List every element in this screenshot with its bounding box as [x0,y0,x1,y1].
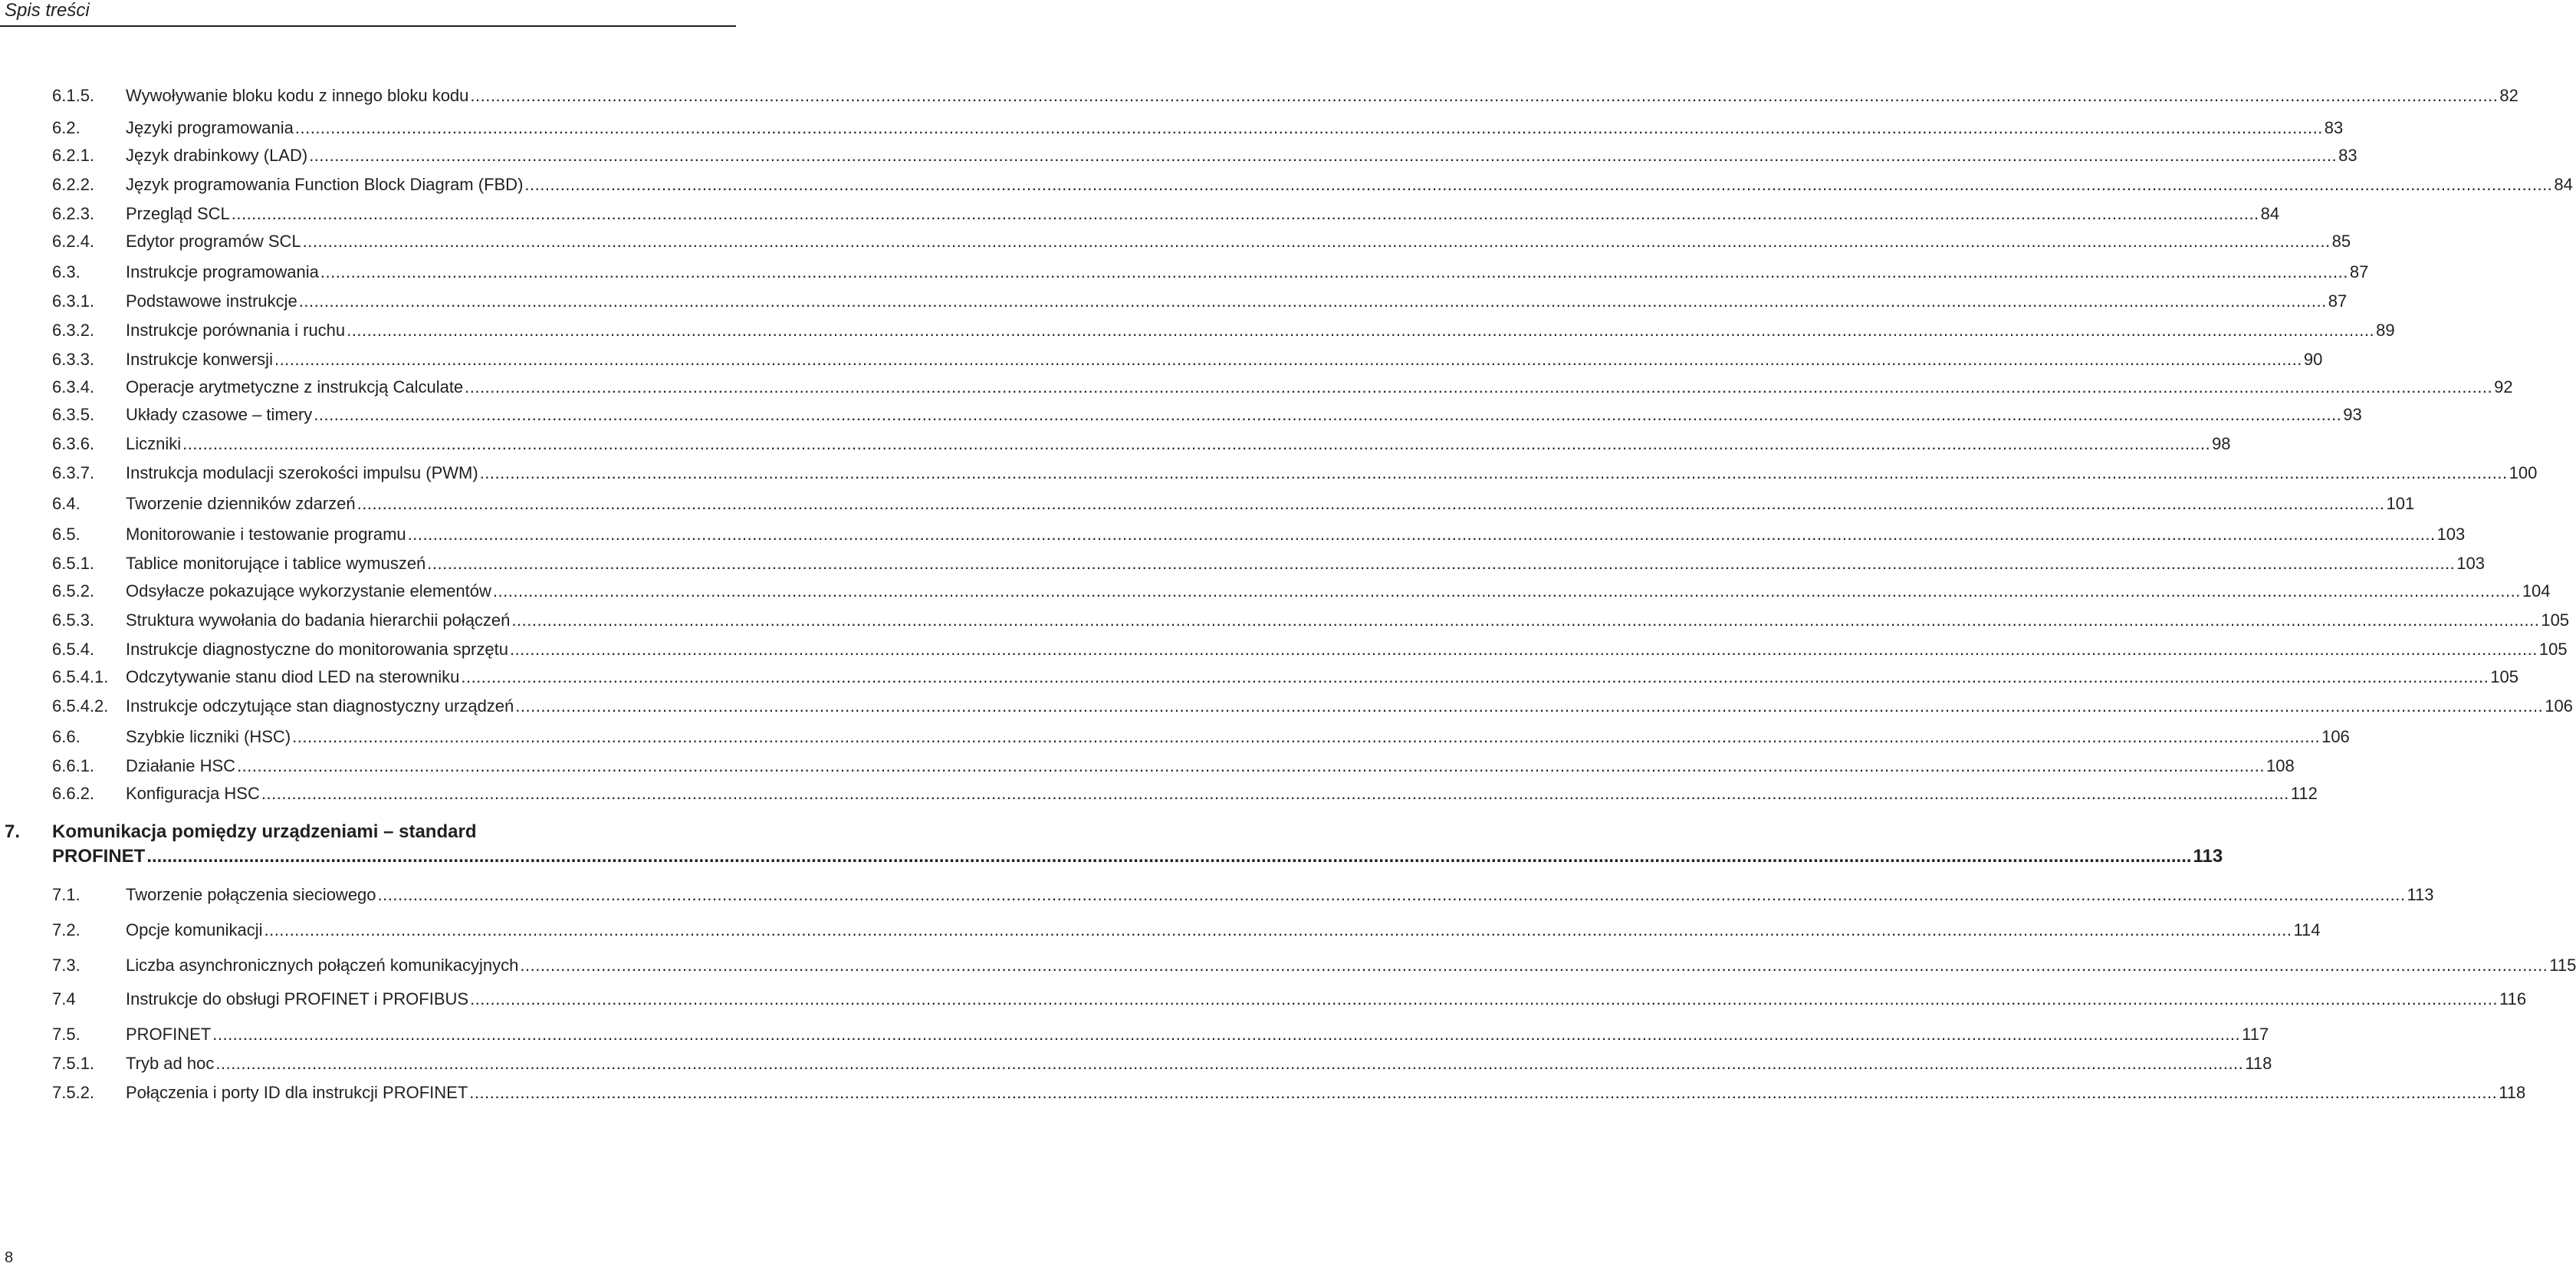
toc-entry-title: Struktura wywołania do badania hierarchii połączeń [126,610,511,630]
toc-entry-line [126,781,2318,807]
toc-entry-number: 6.6. [52,727,80,746]
toc-entry-title: Instrukcje odczytujące stan diagnostyczny urządzeń [126,696,514,716]
toc-entry-leader: ................................................................................................................................................................................................................................................................................................................................................................................................................ [261,784,2289,803]
page-number: 8 [5,1249,14,1266]
toc-entry-line [126,986,2527,1012]
toc-entry-title: Edytor programów SCL [126,232,301,251]
toc-entry-title: Odsyłacze pokazujące wykorzystanie elementów [126,581,491,600]
toc-entry [0,607,2570,633]
toc-entry [0,578,2551,604]
toc-entry-line [126,491,2415,517]
toc-entry-page: 90 [2303,350,2323,369]
toc-entry-number: 6.5.2. [52,581,95,600]
toc-entry-page: 117 [2242,1025,2269,1044]
toc-entry-leader: ................................................................................................................................................................................................................................................................................................................................................................................................................ [264,920,2292,939]
toc-entry-title: Instrukcje konwersji [126,350,273,369]
toc-entry-line [126,402,2362,428]
toc-entry-page: 104 [2522,581,2551,600]
toc-entry-number: 6.2.2. [52,175,95,194]
toc-entry-line [126,172,2573,198]
toc-entry [0,753,2295,779]
toc-entry-page: 108 [2266,756,2295,775]
toc-entry-leader: ................................................................................................................................................................................................................................................................................................................................................................................................................ [356,494,2385,513]
toc-entry-number: 6.3.5. [52,405,95,424]
toc-entry [0,347,2323,373]
toc-entry [0,1022,2269,1048]
toc-entry-title: Konfiguracja HSC [126,784,260,803]
toc-entry-page: 84 [2554,175,2573,194]
toc-entry-page: 98 [2212,434,2231,453]
toc-entry-leader: ................................................................................................................................................................................................................................................................................................................................................................................................................ [309,146,2338,165]
toc-entry-title: Instrukcja modulacji szerokości impulsu (PWM) [126,463,478,482]
toc-entry-page: 92 [2494,377,2513,396]
toc-entry [0,201,2280,227]
toc-entry-title: Instrukcje do obsługi PROFINET i PROFIBUS [126,989,469,1008]
toc-entry-leader: ................................................................................................................................................................................................................................................................................................................................................................................................................ [479,463,2508,482]
toc-entry-title: Instrukcje porównania i ruchu [126,321,346,340]
toc-entry [0,986,2527,1012]
toc-entry-number: 6.5.4.1. [52,667,109,686]
toc-entry-line [126,115,2344,141]
toc-entry-line [126,1080,2526,1106]
toc-entry-leader: ................................................................................................................................................................................................................................................................................................................................................................................................................ [427,554,2456,573]
toc-entry [0,781,2318,807]
toc-entry-line [126,229,2351,255]
toc-entry [0,115,2344,141]
toc-entry [0,288,2348,314]
toc-entry-leader: ................................................................................................................................................................................................................................................................................................................................................................................................................ [469,1083,2498,1102]
toc-entry-line [126,201,2280,227]
toc-entry-line [126,882,2434,908]
toc-entry-leader: ................................................................................................................................................................................................................................................................................................................................................................................................................ [461,667,2489,686]
toc-entry-number: 6.3.1. [52,291,95,311]
toc-entry-page: 85 [2331,232,2351,251]
toc-entry-number: 6.3.7. [52,463,95,482]
toc-entry-number: 6.6.1. [52,756,95,775]
toc-entry [0,143,2358,169]
toc-entry [0,374,2513,400]
toc-entry-leader: ................................................................................................................................................................................................................................................................................................................................................................................................................ [212,1025,2241,1044]
toc-entry-line [126,1051,2272,1077]
toc-entry-title: Języki programowania [126,118,294,137]
toc-entry-leader: ................................................................................................................................................................................................................................................................................................................................................................................................................ [314,405,2342,424]
toc-entry-page: 106 [2321,727,2350,746]
toc-entry-title: Odczytywanie stanu diod LED na sterowniku [126,667,460,686]
toc-entry [0,1080,2526,1106]
toc-entry-number: 7.5. [52,1025,80,1044]
toc-entry-line [126,259,2369,285]
toc-entry-line [126,753,2295,779]
toc-entry-line [126,347,2323,373]
toc-entry-page: 87 [2328,291,2348,311]
toc-entry-page: 82 [2499,86,2518,105]
toc-entry-leader: ................................................................................................................................................................................................................................................................................................................................................................................................................ [215,1054,2244,1073]
toc-entry [0,917,2321,943]
toc-entry-number: 7.3. [52,956,80,975]
toc-entry-page: 84 [2260,204,2280,223]
toc-entry-line [126,952,2576,979]
toc-entry-title: Tworzenie dzienników zdarzeń [126,494,356,513]
toc-entry-title: Monitorowanie i testowanie programu [126,525,406,544]
toc-entry-number: 6.5.4.2. [52,696,109,716]
toc-entry-page: 83 [2324,118,2344,137]
toc-entry-line [126,431,2231,457]
chapter-title-continued: PROFINET [52,846,146,867]
toc-entry-page: 103 [2436,525,2466,544]
toc-entry-number: 7.5.2. [52,1083,95,1102]
toc-entry [0,521,2466,548]
toc-entry-line [126,664,2518,690]
toc-entry-page: 103 [2456,554,2485,573]
toc-entry-number: 6.3.4. [52,377,95,396]
toc-entry-leader: ................................................................................................................................................................................................................................................................................................................................................................................................................ [298,291,2327,311]
toc-entry-title: Instrukcje diagnostyczne do monitorowania sprzętu [126,640,508,659]
toc-entry-leader: ................................................................................................................................................................................................................................................................................................................................................................................................................ [470,989,2498,1008]
toc-entry-number: 6.5.3. [52,610,95,630]
toc-entry-title: Liczba asynchronicznych połączeń komunikacyjnych [126,956,519,975]
toc-entry-line [126,460,2538,486]
toc-entry [0,1051,2272,1077]
toc-entry-line [126,578,2551,604]
toc-entry-number: 7.4 [52,989,76,1008]
toc-entry-page: 93 [2343,405,2362,424]
toc-entry-leader: ................................................................................................................................................................................................................................................................................................................................................................................................................ [292,727,2321,746]
toc-entry-leader: ................................................................................................................................................................................................................................................................................................................................................................................................................ [302,232,2331,251]
toc-entry [0,460,2538,486]
toc-entry [0,431,2231,457]
toc-entry-leader: ................................................................................................................................................................................................................................................................................................................................................................................................................ [509,640,2538,659]
toc-entry-number: 6.6.2. [52,784,95,803]
toc-entry-leader: ................................................................................................................................................................................................................................................................................................................................................................................................................ [294,118,2323,137]
toc-entry-number: 7.1. [52,885,80,904]
toc-entry-leader: ................................................................................................................................................................................................................................................................................................................................................................................................................ [320,262,2348,281]
toc-entry-line [126,551,2485,577]
toc-entry-page: 118 [2245,1054,2272,1073]
chapter-title-line2 [52,844,2223,870]
header-title: Spis treści [5,0,90,21]
toc-entry-number: 6.4. [52,494,80,513]
toc-entry-page: 105 [2490,667,2518,686]
chapter-page: 113 [2193,846,2223,867]
toc-entry-number: 6.5. [52,525,80,544]
toc-entry-number: 6.3.3. [52,350,95,369]
toc-entry-number: 7.2. [52,920,80,939]
toc-entry [0,637,2568,663]
toc-entry-leader: ................................................................................................................................................................................................................................................................................................................................................................................................................ [407,525,2436,544]
toc-entry-leader: ................................................................................................................................................................................................................................................................................................................................................................................................................ [515,696,2544,716]
toc-entry-number: 6.5.4. [52,640,95,659]
toc-entry-line [126,143,2358,169]
chapter-number: 7. [5,821,21,842]
toc-entry-title: Język drabinkowy (LAD) [126,146,308,165]
toc-entry-number: 7.5.1. [52,1054,95,1073]
toc-entry-title: Opcje komunikacji [126,920,263,939]
toc-entry-leader: ................................................................................................................................................................................................................................................................................................................................................................................................................ [237,756,2265,775]
toc-entry [0,882,2434,908]
toc-entry-title: PROFINET [126,1025,212,1044]
toc-entry [0,952,2576,979]
toc-entry-leader: ................................................................................................................................................................................................................................................................................................................................................................................................................ [520,956,2548,975]
toc-entry-number: 6.1.5. [52,86,95,105]
toc-entry [0,724,2350,750]
chapter-title-line1: Komunikacja pomiędzy urządzeniami – standard [52,821,477,842]
toc-entry-page: 100 [2509,463,2538,482]
toc-entry-line [126,374,2513,400]
toc-entry-number: 6.2. [52,118,80,137]
toc-entry-page: 105 [2538,640,2568,659]
toc-entry-line [126,917,2321,943]
toc-entry-number: 6.3.2. [52,321,95,340]
toc-entry [0,664,2518,690]
toc-entry [0,402,2362,428]
toc-entry-title: Tryb ad hoc [126,1054,215,1073]
toc-entry-leader: ................................................................................................................................................................................................................................................................................................................................................................................................................ [377,885,2406,904]
toc-entry-page: 87 [2349,262,2369,281]
toc-entry-page: 118 [2499,1083,2526,1102]
toc-entry-page: 114 [2293,920,2321,939]
toc-entry [0,318,2395,344]
toc-entry-line [126,724,2350,750]
toc-entry-title: Liczniki [126,434,182,453]
toc-entry-page: 115 [2549,956,2576,975]
toc-entry-page: 116 [2499,989,2527,1008]
toc-entry-title: Działanie HSC [126,756,236,775]
toc-entry-line [126,637,2568,663]
toc-entry-page: 101 [2386,494,2415,513]
toc-entry-title: Układy czasowe – timery [126,405,313,424]
toc-entry-number: 6.2.3. [52,204,95,223]
toc-entry-page: 105 [2541,610,2570,630]
toc-entry-leader: ................................................................................................................................................................................................................................................................................................................................................................................................................ [492,581,2521,600]
toc-entry-leader: ................................................................................................................................................................................................................................................................................................................................................................................................................ [465,377,2493,396]
toc-entry-line [126,83,2518,109]
toc-entry-title: Szybkie liczniki (HSC) [126,727,291,746]
toc-entry-line [126,318,2395,344]
toc-entry-page: 113 [2407,885,2434,904]
toc-entry-line [126,607,2570,633]
toc-entry-leader: ................................................................................................................................................................................................................................................................................................................................................................................................................ [347,321,2375,340]
toc-entry-page: 106 [2545,696,2573,716]
toc-entry-line [126,521,2466,548]
toc-entry-page: 112 [2290,784,2318,803]
toc-entry-line [126,1022,2269,1048]
toc-entry-line [126,288,2348,314]
toc-entry [0,172,2573,198]
toc-entry-title: Instrukcje programowania [126,262,319,281]
toc-entry [0,551,2485,577]
toc-entry-title: Przegląd SCL [126,204,230,223]
toc-entry-number: 6.2.1. [52,146,95,165]
toc-entry-number: 6.3. [52,262,80,281]
toc-entry-title: Wywoływanie bloku kodu z innego bloku kodu [126,86,469,105]
toc-entry-line [126,693,2573,719]
toc-entry-leader: ................................................................................................................................................................................................................................................................................................................................................................................................................ [470,86,2499,105]
toc-entry-page: 89 [2376,321,2395,340]
toc-entry-title: Tablice monitorujące i tablice wymuszeń [126,554,426,573]
toc-entry [0,491,2415,517]
toc-entry [0,259,2369,285]
toc-entry-number: 6.2.4. [52,232,95,251]
toc-entry-number: 6.3.6. [52,434,95,453]
toc-entry-title: Język programowania Function Block Diagram (FBD) [126,175,524,194]
toc-entry-title: Tworzenie połączenia sieciowego [126,885,376,904]
toc-entry [0,693,2573,719]
toc-entry-page: 83 [2338,146,2358,165]
toc-entry-leader: ................................................................................................................................................................................................................................................................................................................................................................................................................ [182,434,2211,453]
toc-entry-leader: ................................................................................................................................................................................................................................................................................................................................................................................................................ [511,610,2540,630]
toc-entry-title: Połączenia i porty ID dla instrukcji PROFINET [126,1083,468,1102]
chapter-leader: ................................................................................................................................................................................................................................................................................................................................................................................................................ [146,846,2192,867]
toc-entry [0,229,2351,255]
toc-entry-title: Operacje arytmetyczne z instrukcją Calculate [126,377,464,396]
toc-entry-leader: ................................................................................................................................................................................................................................................................................................................................................................................................................ [231,204,2259,223]
toc-entry-leader: ................................................................................................................................................................................................................................................................................................................................................................................................................ [274,350,2302,369]
toc-entry-leader: ................................................................................................................................................................................................................................................................................................................................................................................................................ [524,175,2553,194]
toc-entry-number: 6.5.1. [52,554,95,573]
toc-entry-title: Podstawowe instrukcje [126,291,297,311]
toc-entry [0,83,2518,109]
